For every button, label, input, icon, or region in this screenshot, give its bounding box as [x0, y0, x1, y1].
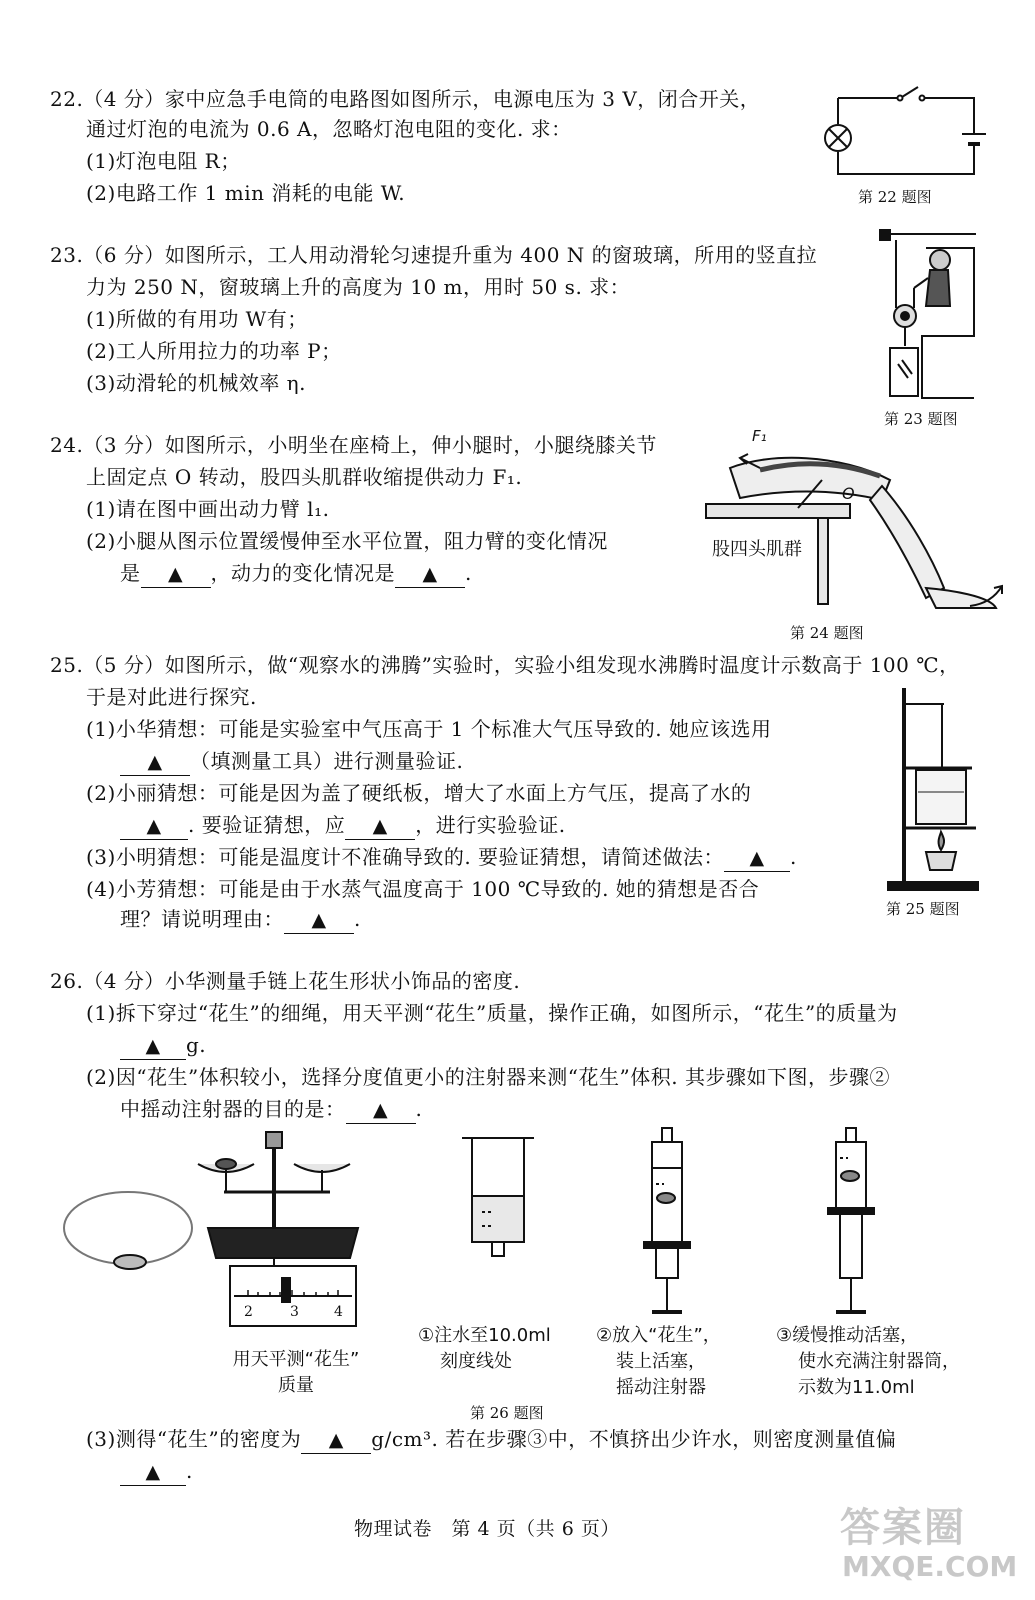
peanut-on-pan	[216, 1159, 236, 1169]
worker-body	[926, 270, 950, 306]
q26-step1-label-1: ①注水至10.0ml	[418, 1325, 551, 1346]
q23-line-3: (1)所做的有用功 W有；	[86, 307, 308, 331]
q26-blank-bias[interactable]: ▲	[120, 1458, 186, 1486]
flame	[939, 832, 945, 850]
q25-line-5: (2)小丽猜想：可能是因为盖了硬纸板，增大了水面上方气压，提高了水的	[86, 781, 752, 805]
q26-line-3: ▲ g.	[120, 1032, 206, 1060]
q26-caption: 第 26 题图	[470, 1404, 544, 1422]
q25-blank-reason[interactable]: ▲	[284, 906, 354, 934]
q22-line-4: (2)电路工作 1 min 消耗的电能 W.	[86, 181, 406, 205]
q26-line-7: ▲ .	[120, 1458, 193, 1486]
q23-line-2: 力为 250 N，窗玻璃上升的高度为 10 m，用时 50 s. 求：	[86, 275, 631, 299]
q25-line-8: (4)小芳猜想：可能是由于水蒸气温度高于 100 ℃导致的. 她的猜想是否合	[86, 877, 760, 901]
foot	[926, 588, 996, 608]
q25-caption: 第 25 题图	[886, 900, 960, 918]
q26-step3-label-2: 使水充满注射器筒，	[798, 1351, 960, 1372]
q26-line-5: 中摇动注射器的目的是： ▲ .	[120, 1096, 422, 1124]
q26-step2-label-2: 装上活塞，	[616, 1351, 706, 1372]
q24-blank-resistance-arm[interactable]: ▲	[141, 560, 211, 588]
q26-step2-label-1: ②放入“花生”，	[596, 1325, 721, 1346]
q26-blank-mass[interactable]: ▲	[120, 1032, 186, 1060]
q23-line-1: 23.（6 分）如图所示，工人用动滑轮匀速提升重为 400 N 的窗玻璃，所用的竖直拉	[50, 243, 818, 267]
page-footer: 物理试卷 第 4 页（共 6 页）	[354, 1518, 620, 1540]
q26-balance-label-1: 用天平测“花生”	[232, 1349, 360, 1370]
wire-bottom	[838, 144, 974, 174]
watermark-url: MXQE.COM	[842, 1550, 1018, 1583]
alcohol-lamp	[926, 852, 956, 870]
scale-tick-4: 4	[334, 1304, 343, 1320]
watermark-logo: 答案圈	[840, 1505, 966, 1551]
q22-line-2: 通过灯泡的电流为 0.6 A，忽略灯泡电阻的变化. 求：	[86, 117, 572, 141]
wire-top-right	[924, 98, 974, 134]
q23-caption: 第 23 题图	[884, 410, 958, 428]
balance-base	[208, 1228, 358, 1258]
seat-leg	[818, 518, 828, 604]
q26-line-2: (1)拆下穿过“花生”的细绳，用天平测“花生”质量，操作正确，如图所示，“花生”的质量为	[86, 1001, 898, 1025]
q26-balance-figure	[58, 1128, 368, 1328]
rider-weight	[282, 1278, 290, 1302]
worker-head	[930, 250, 950, 270]
q26-blank-purpose[interactable]: ▲	[346, 1096, 416, 1124]
q24-line-5: 是 ▲ ，动力的变化情况是 ▲ .	[120, 560, 472, 588]
q23-pulley-figure	[878, 228, 978, 406]
peanut-in-syringe	[841, 1171, 859, 1181]
q24-line-1: 24.（3 分）如图所示，小明坐在座椅上，伸小腿时，小腿绕膝关节	[50, 433, 657, 457]
q23-line-4: (2)工人所用拉力的功率 P；	[86, 339, 342, 363]
q26-line-4: (2)因“花生”体积较小，选择分度值更小的注射器来测“花生”体积. 其步骤如下图，步骤②	[86, 1065, 890, 1089]
bracelet	[64, 1192, 192, 1264]
q25-blank-property[interactable]: ▲	[120, 812, 188, 840]
switch-contact-right	[920, 96, 925, 101]
q25-boiling-figure	[884, 684, 980, 892]
q24-blank-force-change[interactable]: ▲	[395, 560, 465, 588]
q25-line-4: ▲ （填测量工具）进行测量验证.	[120, 748, 463, 776]
q25-blank-procedure[interactable]: ▲	[724, 844, 790, 872]
q25-line-3: (1)小华猜想：可能是实验室中气压高于 1 个标准大气压导致的. 她应该选用	[86, 717, 772, 741]
water-level	[473, 1196, 523, 1241]
ceiling-hook	[880, 230, 890, 240]
scale-tick-3: 3	[290, 1304, 299, 1320]
q26-line-6: (3)测得“花生”的密度为 ▲ g/cm³. 若在步骤③中，不慎挤出少许水，则密度测量值偏	[86, 1426, 896, 1454]
q24-muscle-label: 股四头肌群	[712, 539, 802, 560]
q25-blank-tool[interactable]: ▲	[120, 748, 190, 776]
q23-line-5: (3)动滑轮的机械效率 η.	[86, 371, 307, 395]
syringe-cap	[662, 1128, 672, 1142]
switch-blade	[902, 87, 918, 97]
q26-syringe-step1	[458, 1134, 538, 1264]
q24-caption: 第 24 题图	[790, 624, 864, 642]
beaker	[916, 770, 966, 824]
scale-tick-2: 2	[244, 1304, 253, 1320]
q22-circuit-figure	[818, 84, 988, 184]
q24-line-3: (1)请在图中画出动力臂 l₁.	[86, 497, 330, 521]
q25-line-7: (3)小明猜想：可能是温度计不准确导致的. 要验证猜想，请简述做法： ▲ .	[86, 844, 797, 872]
q26-blank-density[interactable]: ▲	[301, 1426, 371, 1454]
q24-line-4: (2)小腿从图示位置缓慢伸至水平位置，阻力臂的变化情况	[86, 529, 608, 553]
q26-balance-label-2: 质量	[278, 1375, 314, 1396]
plunger	[656, 1248, 678, 1278]
q25-line-9: 理？请说明理由： ▲ .	[120, 906, 361, 934]
syringe-barrel	[652, 1142, 682, 1242]
stand-base	[888, 882, 978, 890]
q25-blank-method[interactable]: ▲	[345, 812, 415, 840]
peanut-charm	[114, 1255, 146, 1269]
syringe-tip	[492, 1242, 504, 1256]
q22-line-3: (1)灯泡电阻 R；	[86, 149, 241, 173]
q26-step2-label-3: 摇动注射器	[616, 1377, 706, 1398]
q25-line-1: 25.（5 分）如图所示，做“观察水的沸腾”实验时，实验小组发现水沸腾时温度计示数高于 100 ℃，	[50, 653, 960, 677]
q24-f1-label: F₁	[752, 427, 767, 445]
q24-leg-figure	[700, 428, 1020, 618]
q26-syringe-step2	[632, 1124, 702, 1320]
lower-leg	[870, 486, 944, 598]
q24-line-2: 上固定点 O 转动，股四头肌群收缩提供动力 F₁.	[86, 465, 523, 489]
syringe-cap	[846, 1128, 856, 1142]
q26-step3-label-1: ③缓慢推动活塞，	[776, 1325, 919, 1346]
q26-line-1: 26.（4 分）小华测量手链上花生形状小饰品的密度.	[50, 969, 521, 993]
seat-top	[706, 504, 850, 518]
q24-o-label: O	[842, 484, 855, 503]
peanut-in-syringe	[657, 1193, 675, 1203]
q25-line-6: ▲ . 要验证猜想，应 ▲ ，进行实验验证.	[120, 812, 566, 840]
q26-step3-label-3: 示数为11.0ml	[798, 1377, 915, 1398]
q26-syringe-step3	[816, 1124, 886, 1320]
q22-line-1: 22.（4 分）家中应急手电筒的电路图如图所示，电源电压为 3 V，闭合开关，	[50, 87, 761, 111]
q26-step1-label-2: 刻度线处	[440, 1351, 512, 1372]
q25-line-2: 于是对此进行探究.	[86, 685, 257, 709]
plunger	[840, 1214, 862, 1278]
balance-top	[266, 1132, 282, 1148]
q22-caption: 第 22 题图	[858, 188, 932, 206]
worker-arm	[914, 278, 928, 288]
